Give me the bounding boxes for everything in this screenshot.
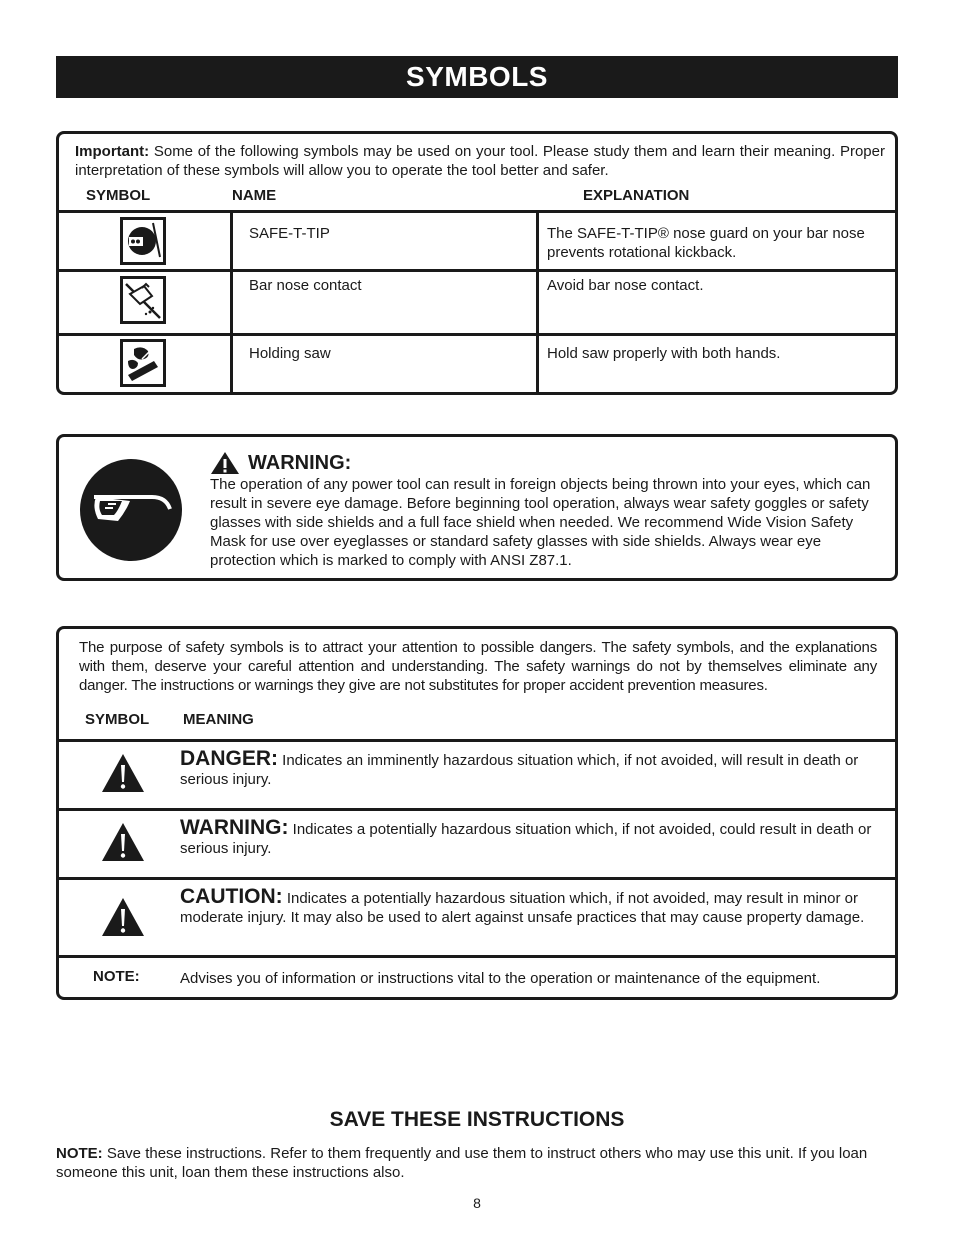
bar-nose-contact-icon [120,276,166,324]
row-explanation: The SAFE-T-TIP® nose guard on your bar nose prevents rotational kickback. [547,225,865,261]
header-symbol: SYMBOL [86,187,151,204]
tool-symbols-table [56,131,898,395]
warning-body: The operation of any power tool can result in foreign objects being thrown into your eyes, which can result in severe eye damage. Before beginning tool operation, always wear safety goggles or safety glasses with side shields and a full face shield when needed. We recommend Wide Vision Safety Mask for use over eyeglasses or standard safety glasses with side shields. Always wear eye protection which is marked to comply with ANSI Z87.1. [210,476,871,569]
page-number: 8 [473,1195,481,1211]
note-text: Advises you of information or instructions vital to the operation or maintenance of the equipment. [180,970,821,987]
important-label: Important: [75,143,150,160]
holding-saw-icon [120,339,166,387]
note-text: Save these instructions. Refer to them frequently and use them to instruct others who may use this unit. If you loan someone this unit, loan them these instructions also. [56,1145,868,1181]
header-explanation: EXPLANATION [583,187,690,204]
row-explanation: Hold saw properly with both hands. [547,345,781,362]
warning-text: Indicates a potentially hazardous situation which, if not avoided, could result in death or serious injury. [180,821,872,857]
safety-symbols-intro: The purpose of safety symbols is to attract your attention to possible dangers. The safety symbols, and the explanations with them, deserve your careful attention and understanding. The safety warnings do not by themselves eliminate any danger. The instructions or warnings they give are not substitutes for proper accident prevention measures. [79,639,877,694]
warning-label: WARNING: [248,451,352,474]
safe-t-tip-icon [120,217,166,265]
danger-description [180,749,880,789]
table-divider [59,808,895,811]
note-label: NOTE: [93,968,140,985]
row-name: SAFE-T-TIP [249,225,330,242]
caution-description [180,887,880,927]
alert-triangle-icon [101,822,145,862]
caution-text: Indicates a potentially hazardous situation which, if not avoided, may result in minor or moderate injury. It may also be used to alert against unsafe practices that may cause property damage. [180,890,865,926]
warning-description [180,818,880,858]
eye-protection-warning [56,434,898,581]
note-label: NOTE: [56,1145,103,1162]
row-name: Holding saw [249,345,331,362]
table-divider [59,877,895,880]
header-meaning: MEANING [183,711,254,728]
alert-triangle-icon [210,451,240,475]
safety-symbols-table [56,626,898,1000]
warning-label: WARNING: [180,816,289,839]
caution-label: CAUTION: [180,885,283,908]
safety-goggles-icon [78,457,184,563]
row-explanation: Avoid bar nose contact. [547,277,704,294]
page-title: SYMBOLS [56,56,898,98]
row-name: Bar nose contact [249,277,362,294]
table-divider [59,333,895,336]
save-instructions-title: SAVE THESE INSTRUCTIONS [329,1108,625,1131]
save-instructions-note [56,1144,901,1182]
header-symbol: SYMBOL [85,711,150,728]
danger-label: DANGER: [180,747,278,770]
table-divider [59,269,895,272]
column-divider [536,210,539,395]
table-divider [59,739,895,742]
table-divider [59,955,895,958]
column-divider [230,210,233,395]
alert-triangle-icon [101,897,145,937]
warning-heading [210,451,351,475]
tool-symbols-intro [75,142,885,180]
table-divider [59,210,895,213]
alert-triangle-icon [101,753,145,793]
intro-text: Some of the following symbols may be used on your tool. Please study them and learn their meaning. Proper interpretation of these symbols will allow you to operate the tool better and safer. [75,143,885,179]
header-name: NAME [232,187,277,204]
danger-text: Indicates an imminently hazardous situation which, if not avoided, will result in death or serious injury. [180,752,859,788]
